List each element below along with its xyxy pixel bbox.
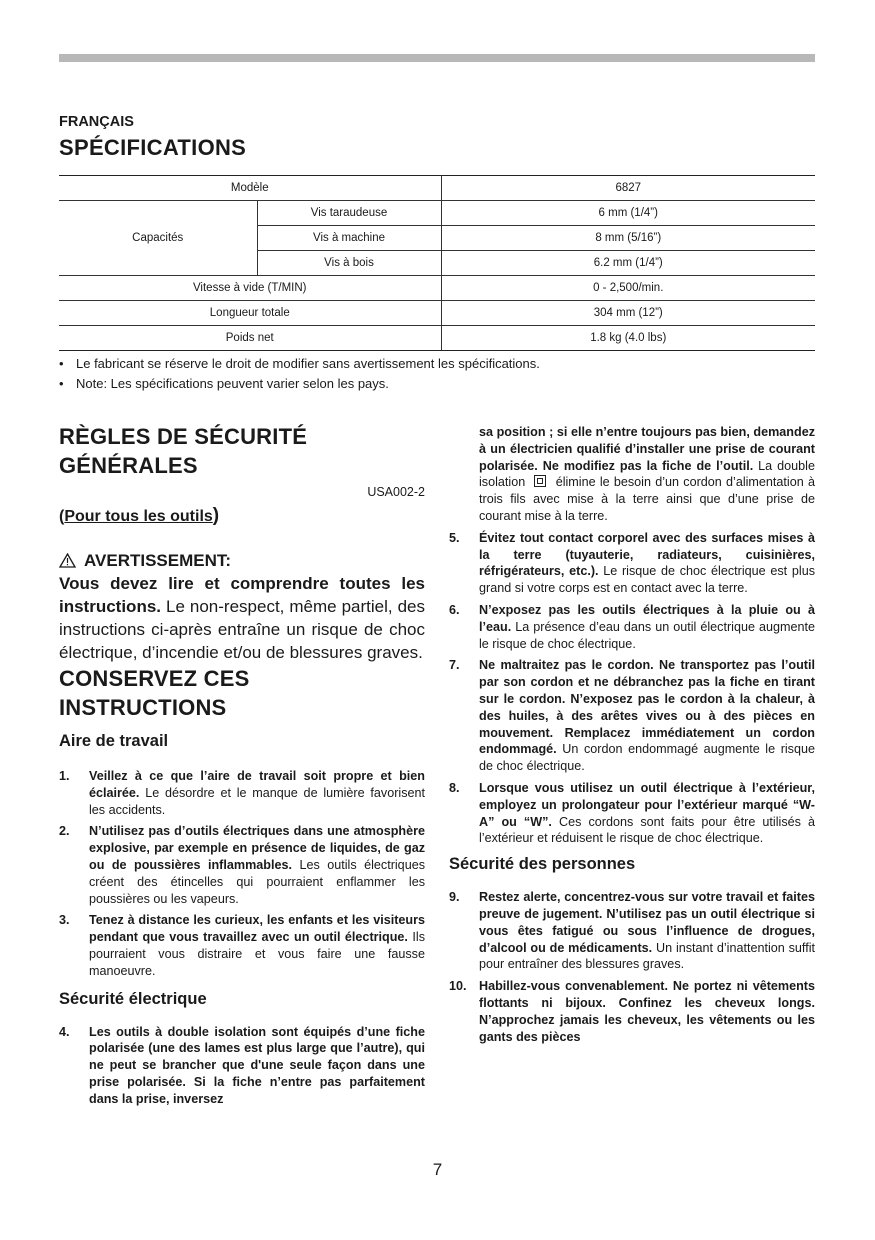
section-work-area: Aire de travail (59, 732, 169, 750)
subtitle-text: Pour tous les outils (64, 508, 213, 525)
double-insulation-icon (534, 475, 546, 487)
rule-bold: Lorsque vous utilisez un outil électrique à l’extérieur, employez un prolongateur pour l’extérieur marqué “W-A” ou “W”. (479, 780, 815, 829)
rule-number: 5. (449, 530, 460, 545)
subtitle-close-paren: ) (212, 505, 220, 526)
capacity-label: Vis à bois (257, 251, 441, 276)
rule-number: 1. (59, 769, 70, 783)
safety-title (59, 422, 425, 480)
model-label: Modèle (59, 176, 441, 201)
specifications-table (59, 175, 815, 351)
table-row (59, 276, 815, 301)
rule-number: 10. (449, 979, 467, 994)
top-rule (59, 54, 815, 62)
section-personal: Sécurité des personnes (449, 855, 636, 874)
capacity-value: 6.2 mm (1/4”) (441, 251, 815, 276)
rule-4-continued (449, 424, 815, 525)
page-number: 7 (432, 1160, 443, 1179)
rule-text: Le risque de choc électrique est plus grand si votre corps est en contact avec la terre. (479, 564, 815, 596)
rule-text: La présence d’eau dans un outil électrique augmente le risque de choc électrique. (479, 619, 815, 651)
list-item (59, 823, 425, 907)
warning-block (59, 549, 425, 664)
rules-list (449, 530, 815, 847)
conserve-line1: CONSERVEZ CES (59, 666, 250, 691)
rule-bold: Les outils à double isolation sont équipés d’une fiche polarisée (une des lames est plus large que l’autre), qui ne peut se brancher que d'une seule façon dans une prise polarisée. Si la fiche n’entre pas parfaitement dans la prise, inversez (89, 1024, 425, 1106)
rule-bold: sa position ; si elle n’entre toujours pas bien, demandez à un électricien qualifié d’installer une prise de courant polarisée. Ne modifiez pas la fiche de l’outil. (479, 425, 815, 473)
safety-subtitle (59, 505, 425, 527)
list-item (59, 912, 425, 979)
table-row (59, 301, 815, 326)
rule-text: Les outils électriques créent des étincelles qui pourraient enflammer les poussières ou les vapeurs. (89, 857, 425, 906)
table-row (59, 201, 815, 226)
note-item: • Le fabricant se réserve le droit de modifier sans avertissement les spécifications. (59, 354, 815, 374)
rule-number: 7. (449, 658, 460, 673)
spec-value: 1.8 kg (4.0 lbs) (441, 326, 815, 351)
spec-label: Poids net (59, 326, 441, 351)
list-item (449, 889, 815, 973)
spec-value: 0 - 2,500/min. (441, 276, 815, 301)
rule-bold: Veillez à ce que l’aire de travail soit propre et bien éclairée. (89, 769, 425, 800)
language-label: FRANÇAIS (59, 114, 134, 130)
rule-text: Ces cordons sont faits pour être utilisés à l’extérieur et réduisent le risque de choc électrique. (479, 814, 815, 846)
table-row (59, 176, 815, 201)
safety-title-line2: GÉNÉRALES (59, 453, 198, 478)
warning-bold: Vous devez lire et comprendre toutes les instructions. (59, 574, 425, 616)
right-column (449, 424, 815, 1050)
rule-number: 2. (59, 824, 70, 839)
list-item (449, 657, 815, 775)
rule-number: 6. (449, 602, 460, 617)
warning-heading (59, 549, 425, 572)
list-item (59, 1024, 425, 1108)
conserve-title (59, 664, 425, 722)
rule-number: 3. (59, 913, 70, 928)
rule-text: Le désordre et le manque de lumière favorisent les accidents. (89, 785, 425, 817)
warning-body: Le non-respect, même partiel, des instructions ci-après entraîne un risque de choc électrique, d’incendie et/ou de blessures graves. (59, 597, 425, 662)
rule-text: La double isolation (479, 458, 815, 490)
warning-triangle-icon (59, 553, 76, 568)
rule-text: Ils pourraient vous distraire et vous faire une fausse manoeuvre. (89, 930, 425, 978)
rule-bold: Habillez-vous convenablement. Ne portez ni vêtements flottants ni bijoux. Confinez les cheveux longs. N’approchez jamais les cheveux, les vêtements ou les gants des pièces (479, 979, 815, 1044)
list-item (449, 978, 815, 1045)
rules-list (59, 768, 425, 980)
rule-text: élimine le besoin d’un cordon d’alimentation à trois fils avec mise à la terre ainsi que d’une prise de courant mise à la terre. (479, 475, 815, 523)
rule-bold: N’utilisez pas d’outils électriques dans une atmosphère explosive, par exemple en présence de liquides, de gaz ou de poussières inflammables. (89, 824, 425, 872)
warning-text (59, 572, 425, 664)
warning-label: AVERTISSEMENT: (84, 551, 232, 570)
rule-bold: Restez alerte, concentrez-vous sur votre travail et faites preuve de jugement. N’utilisez pas un outil électrique si vous êtes fatigué ou sous l’influence de drogues, d’alcool ou de médicaments. (479, 890, 815, 955)
capacities-label: Capacités (59, 201, 257, 276)
document-code: USA002-2 (367, 485, 425, 499)
spec-notes (59, 354, 815, 394)
rule-text: Un instant d’inattention suffit pour entraîner des blessures graves. (479, 940, 815, 972)
safety-title-line1: RÈGLES DE SÉCURITÉ (59, 424, 308, 449)
rule-bold: Tenez à distance les curieux, les enfants et les visiteurs pendant que vous travaillez avec un outil électrique. (89, 913, 425, 945)
left-column (59, 422, 425, 1113)
rule-number: 8. (449, 780, 460, 795)
rule-number: 4. (59, 1024, 70, 1039)
list-item (449, 780, 815, 847)
list-item (449, 530, 815, 597)
capacity-label: Vis taraudeuse (257, 201, 441, 226)
spec-label: Longueur totale (59, 301, 441, 326)
rules-list (449, 889, 815, 1045)
conserve-line2: INSTRUCTIONS (59, 695, 227, 720)
capacity-value: 8 mm (5/16”) (441, 226, 815, 251)
rule-number: 9. (449, 890, 460, 905)
rule-bold: N’exposez pas les outils électriques à la pluie ou à l’eau. (479, 602, 815, 634)
spec-label: Vitesse à vide (T/MIN) (59, 276, 441, 301)
list-item (59, 768, 425, 818)
rule-bold: Ne maltraitez pas le cordon. Ne transportez pas l’outil par son cordon et ne débranchez pas la fiche en tirant sur le cordon. N’exposez pas le cordon à la chaleur, à des huiles, à des arêtes vives ou à des pièces en mouvement. Remplacez immédiatement un cordon endommagé. (479, 658, 815, 757)
capacity-value: 6 mm (1/4”) (441, 201, 815, 226)
model-value: 6827 (441, 176, 815, 201)
capacity-label: Vis à machine (257, 226, 441, 251)
spec-value: 304 mm (12”) (441, 301, 815, 326)
rule-text: Un cordon endommagé augmente le risque de choc électrique. (479, 742, 815, 774)
subtitle-open-paren: ( (59, 508, 65, 525)
rule-bold: Évitez tout contact corporel avec des surfaces mises à la terre (tuyauterie, radiateurs, cuisinières, réfrigérateurs, etc.). (479, 530, 815, 579)
specifications-title: SPÉCIFICATIONS (59, 135, 247, 160)
list-item (449, 602, 815, 652)
section-electrical: Sécurité électrique (59, 989, 207, 1008)
rules-list (59, 1024, 425, 1108)
table-row (59, 326, 815, 351)
note-item: • Note: Les spécifications peuvent varier selon les pays. (59, 374, 815, 394)
